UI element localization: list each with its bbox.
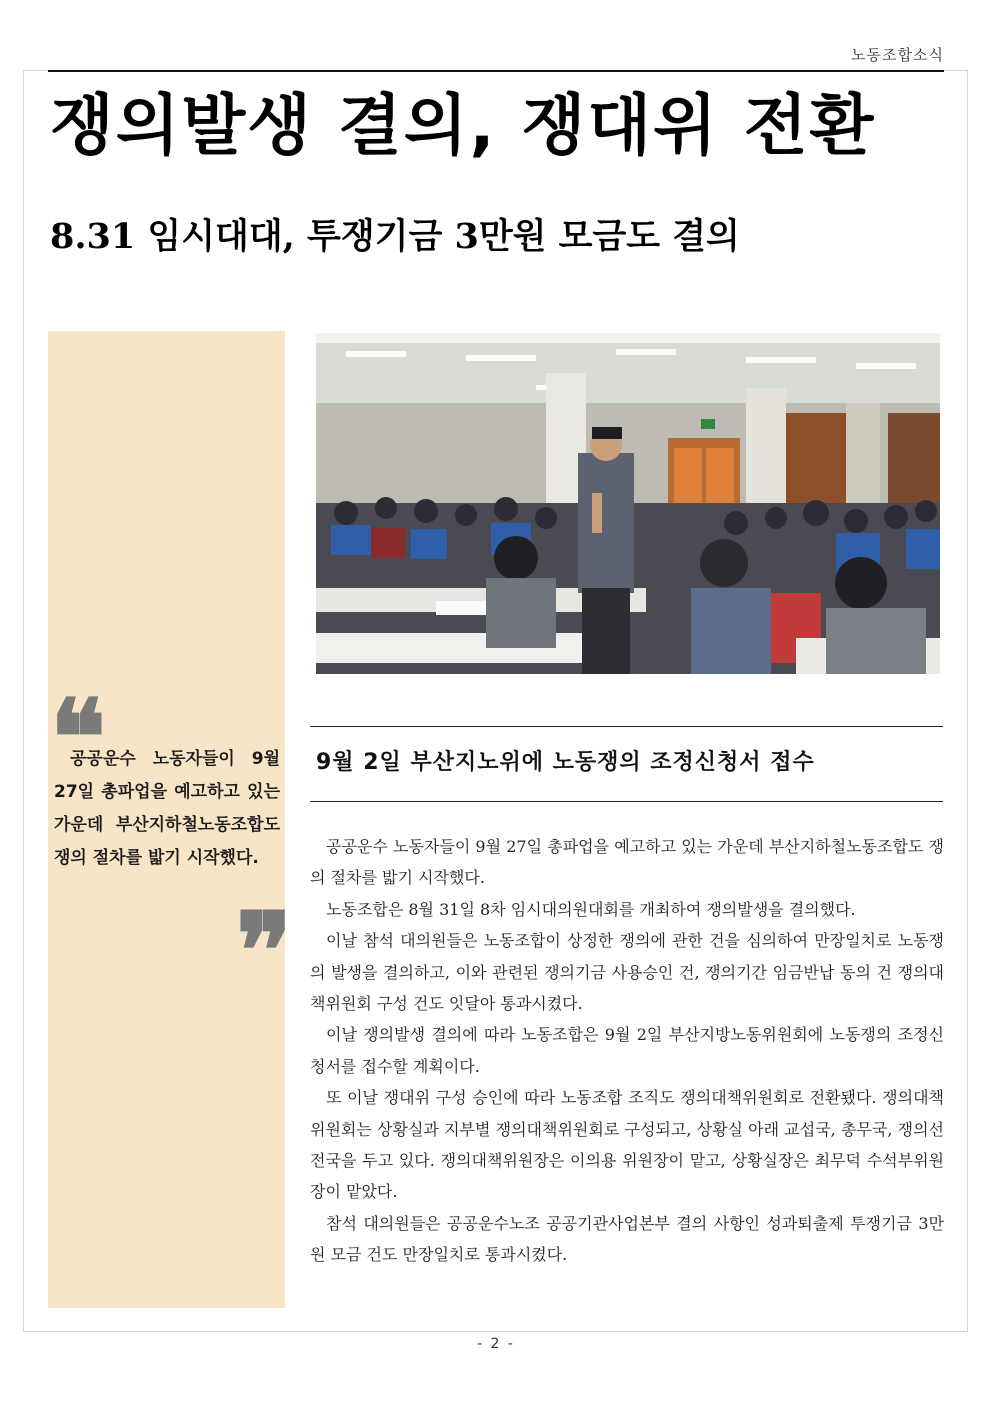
heading-rule-bottom (310, 801, 943, 802)
heading-rule-top (310, 726, 943, 727)
meeting-photo (316, 333, 940, 674)
open-quote-icon: ❝ (50, 676, 106, 799)
running-head: 노동조합소식 (851, 46, 944, 64)
article-subtitle: 8.31 임시대대, 투쟁기금 3만원 모금도 결의 (50, 216, 740, 257)
article-title: 쟁의발생 결의, 쟁대위 전환 (50, 87, 876, 164)
body-paragraph: 이날 참석 대의원들은 노동조합이 상정한 쟁의에 관한 건을 심의하여 만장일치로 노동쟁의 발생을 결의하고, 이와 관련된 쟁의기금 사용승인 건, 쟁의기간 임금반납 동의 건 쟁의대책위원회 구성 건도 잇달아 통과시켰다. (310, 931, 944, 1014)
body-paragraph: 이날 쟁의발생 결의에 따라 노동조합은 9월 2일 부산지방노동위원회에 노동쟁의 조정신청서를 접수할 계획이다. (310, 1025, 944, 1076)
header-rule (48, 70, 944, 72)
body-paragraph: 참석 대의원들은 공공운수노조 공공기관사업본부 결의 사항인 성과퇴출제 투쟁기금 3만원 모금 건도 만장일치로 통과시켰다. (310, 1213, 944, 1265)
body-paragraph: 노동조합은 8월 31일 8차 임시대의원대회를 개최하여 쟁의발생을 결의했다. (326, 899, 856, 919)
body-paragraph: 또 이날 쟁대위 구성 승인에 따라 노동조합 조직도 쟁의대책위원회로 전환됐다. 쟁의대책위원회는 상황실과 지부별 쟁의대책위원회로 구성되고, 상황실 아래 교섭국, 총무국, 쟁의선전국을 두고 있다. 쟁의대책위원장은 이의용 위원장이 맡고, 상황실장은 최무덕 수석부위원장이 맡았다. (310, 1088, 944, 1202)
page-number: - 2 - (477, 1336, 515, 1352)
pull-quote-sidebar (48, 331, 292, 1308)
pull-quote-text: 공공운수 노동자들이 9월 27일 총파업을 예고하고 있는 가운데 부산지하철노동조합도 쟁의 절차를 밟기 시작했다. (54, 749, 280, 868)
body-paragraph: 공공운수 노동자들이 9월 27일 총파업을 예고하고 있는 가운데 부산지하철노동조합도 쟁의 절차를 밟기 시작했다. (310, 837, 944, 888)
close-quote-icon: ❞ (236, 889, 292, 1012)
section-heading: 9월 2일 부산지노위에 노동쟁의 조정신청서 접수 (316, 750, 815, 775)
article-body (310, 831, 944, 1271)
